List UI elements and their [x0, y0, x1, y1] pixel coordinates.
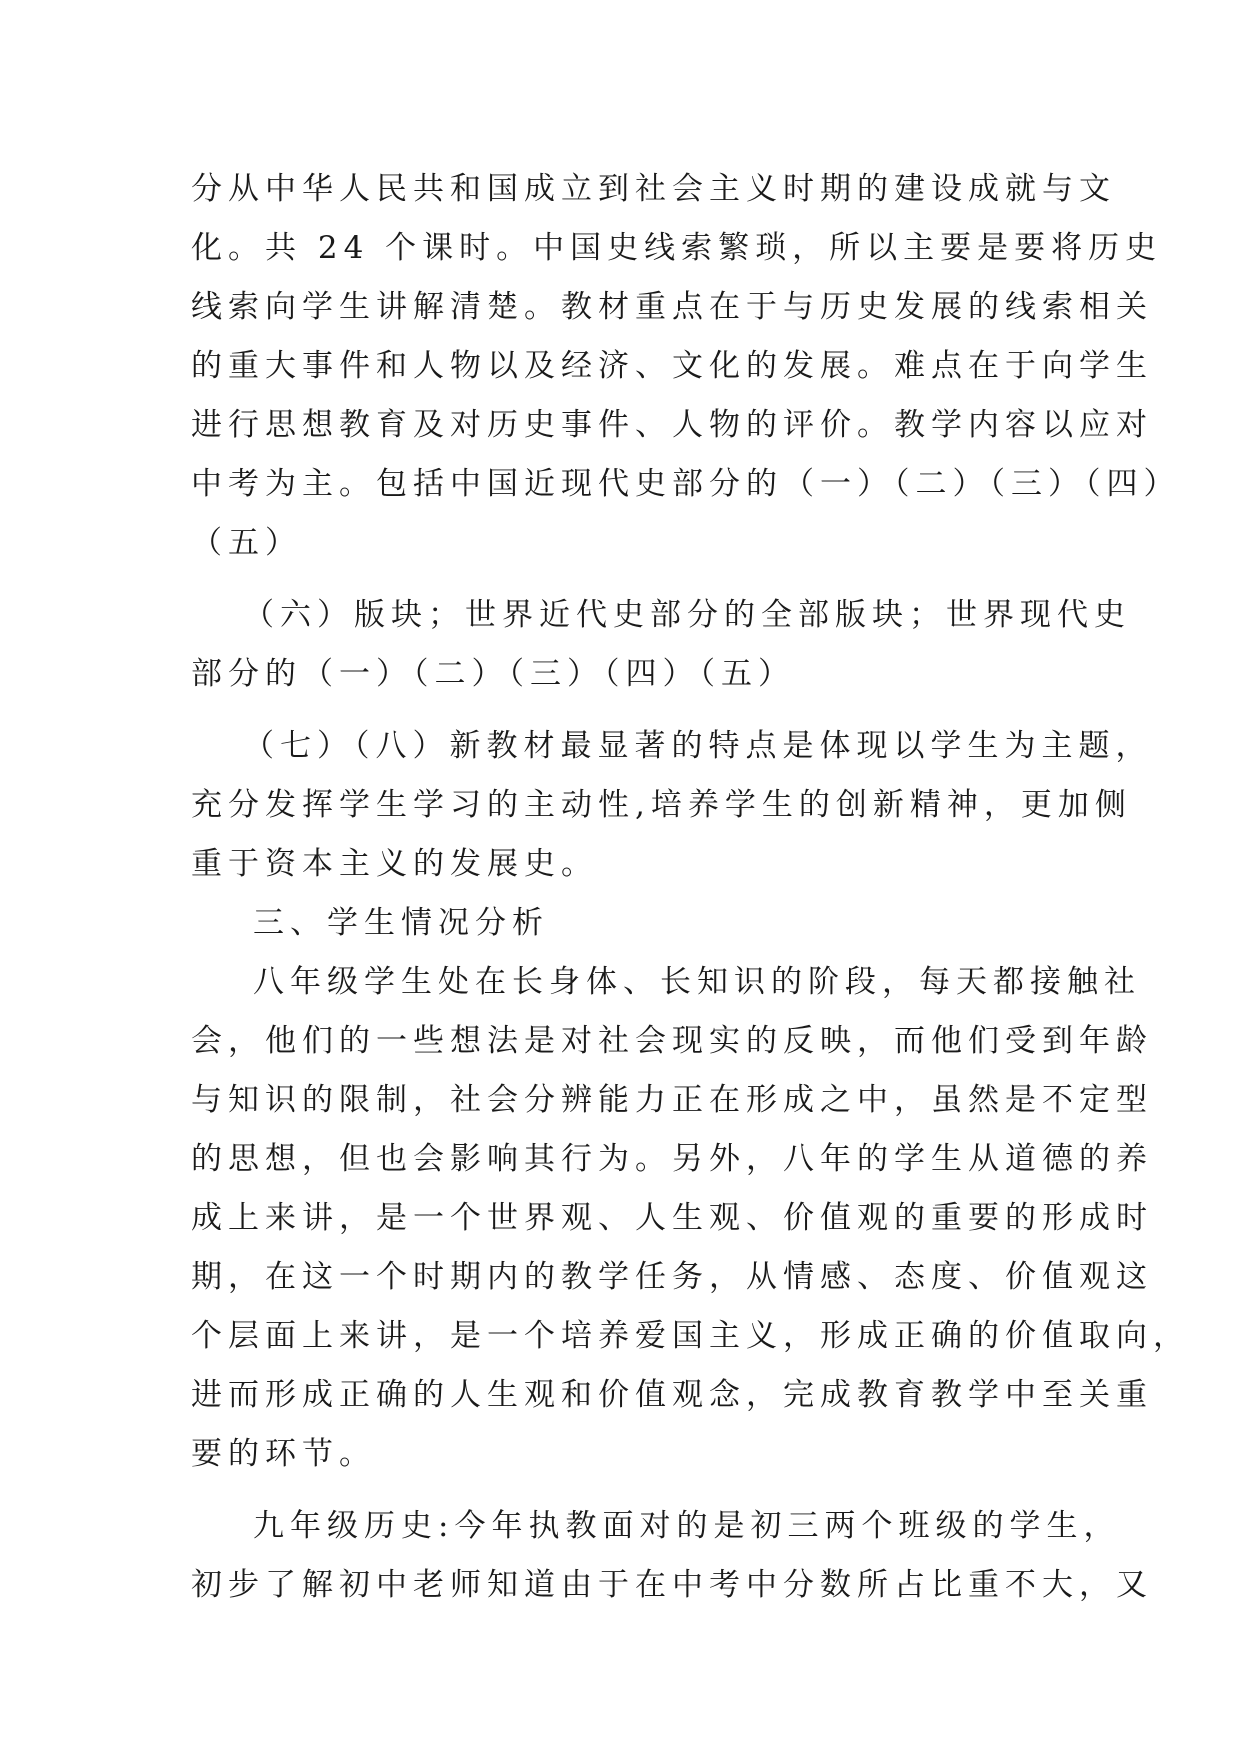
text-line: 成上来讲，是一个世界观、人生观、价值观的重要的形成时 — [191, 1200, 1153, 1236]
text-line: 重于资本主义的发展史。 — [191, 846, 598, 882]
text-line: 线索向学生讲解清楚。教材重点在于与历史发展的线索相关 — [191, 289, 1153, 325]
text-line: 要的环节。 — [191, 1436, 376, 1472]
text-line: 分从中华人民共和国成立到社会主义时期的建设成就与文 — [191, 171, 1116, 207]
text-line: （七）（八）新教材最显著的特点是体现以学生为主题， — [243, 728, 1153, 764]
text-line: 部分的（一）（二）（三）（四）（五） — [191, 656, 795, 692]
text-line: 的重大事件和人物以及经济、文化的发展。难点在于向学生 — [191, 348, 1153, 384]
text-line: 进而形成正确的人生观和价值观念，完成教育教学中至关重 — [191, 1377, 1153, 1413]
text-line: 会，他们的一些想法是对社会现实的反映，而他们受到年龄 — [191, 1023, 1153, 1059]
text-line: 初步了解初中老师知道由于在中考中分数所占比重不大，又 — [191, 1567, 1153, 1603]
text-line: 充分发挥学生学习的主动性,培养学生的创新精神，更加侧 — [191, 787, 1132, 823]
text-line: 九年级历史:今年执教面对的是初三两个班级的学生， — [253, 1508, 1121, 1544]
text-line: 个层面上来讲，是一个培养爱国主义，形成正确的价值取向， — [191, 1318, 1190, 1354]
text-line: 期，在这一个时期内的教学任务，从情感、态度、价值观这 — [191, 1259, 1153, 1295]
section-heading: 三、学生情况分析 — [253, 905, 549, 941]
text-line: （五） — [191, 525, 302, 561]
body-text — [191, 160, 1190, 1615]
text-line: 进行思想教育及对历史事件、人物的评价。教学内容以应对 — [191, 407, 1153, 443]
text-line: 八年级学生处在长身体、长知识的阶段，每天都接触社 — [253, 964, 1141, 1000]
text-line: 的思想，但也会影响其行为。另外，八年的学生从道德的养 — [191, 1141, 1153, 1177]
text-line: 中考为主。包括中国近现代史部分的（一）（二）（三）（四） — [191, 466, 1181, 502]
text-line: （六）版块；世界近代史部分的全部版块；世界现代史 — [243, 597, 1131, 633]
text-line: 化。共 24 个课时。中国史线索繁琐，所以主要是要将历史 — [191, 230, 1163, 266]
text-line: 与知识的限制，社会分辨能力正在形成之中，虽然是不定型 — [191, 1082, 1153, 1118]
